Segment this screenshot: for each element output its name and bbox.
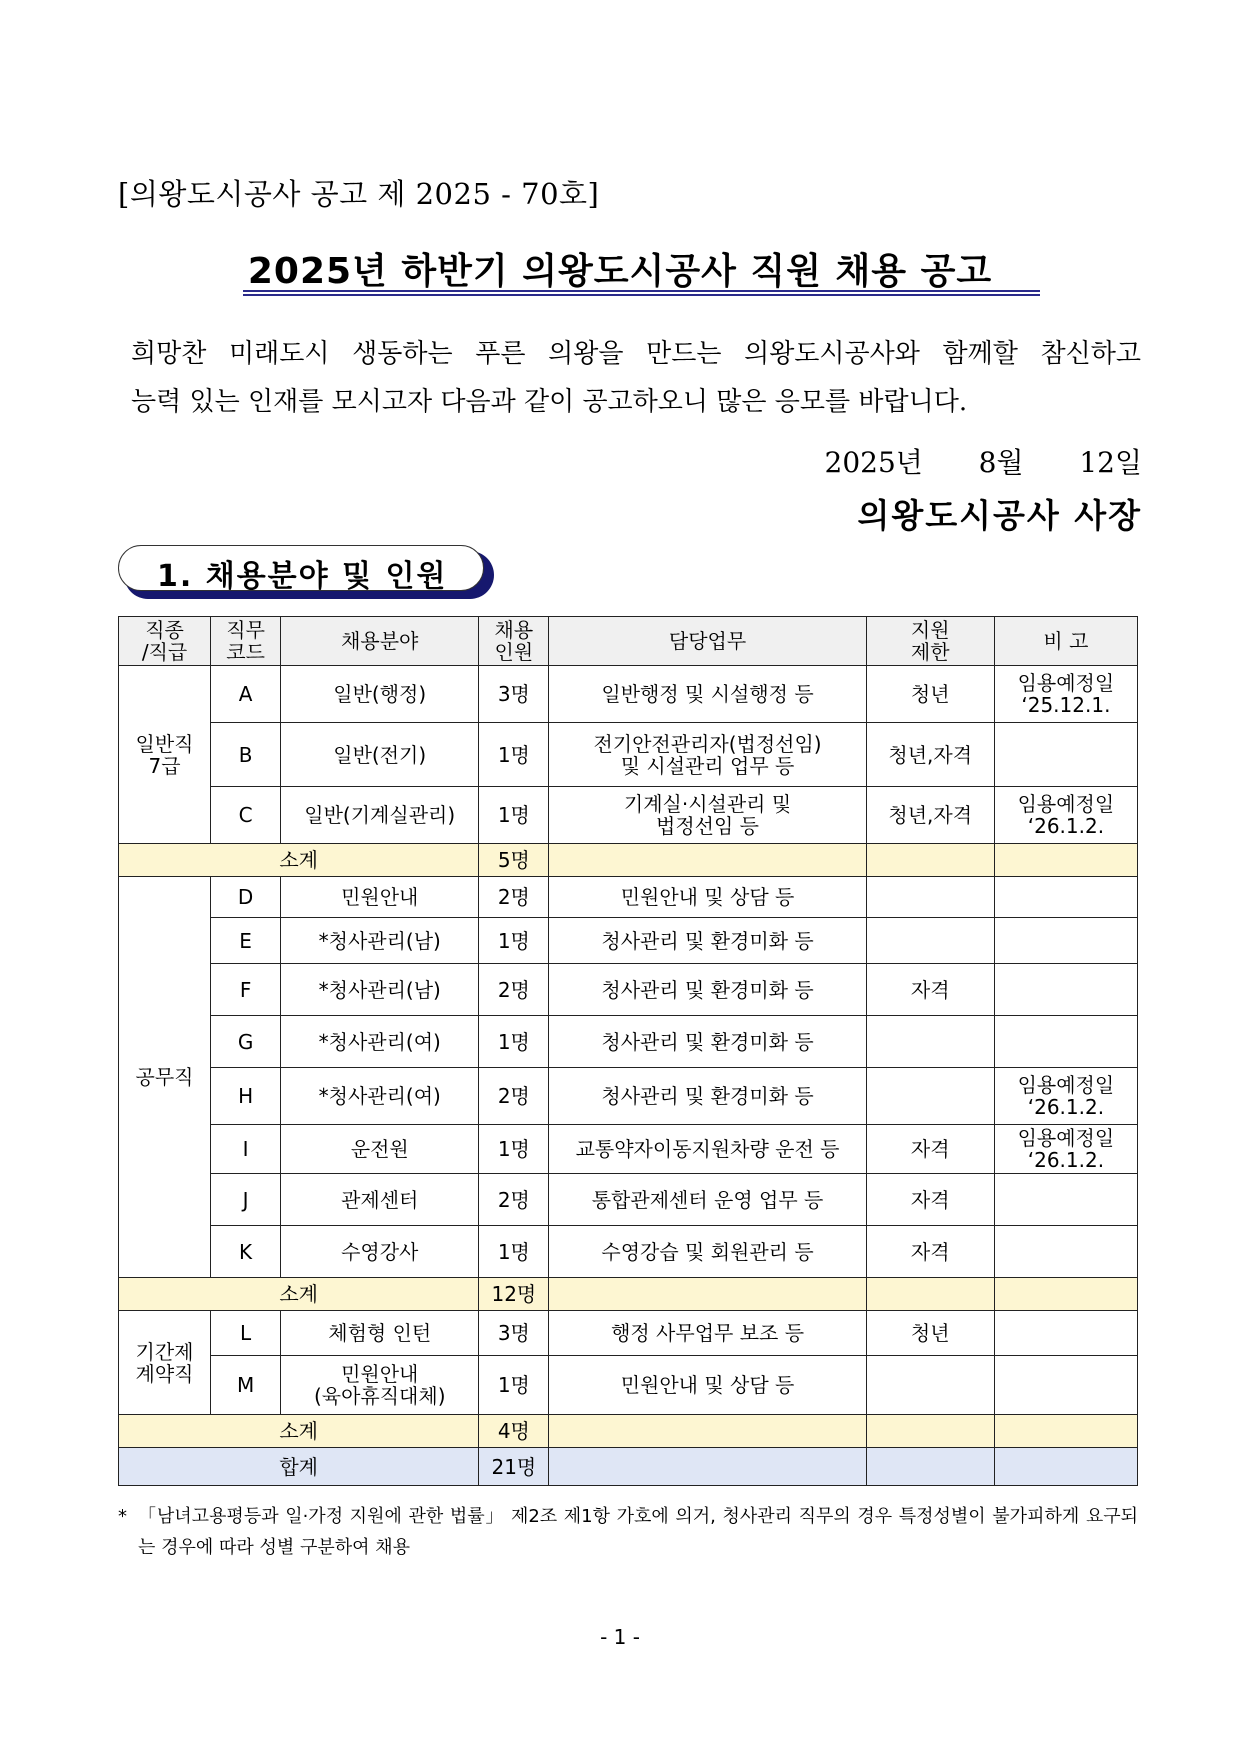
job-duty-line1: 일반행정 및 시설행정 등 [601, 682, 814, 706]
total-empty [994, 1448, 1137, 1486]
intro-line-1: 희망찬 미래도시 생동하는 푸른 의왕을 만드는 의왕도시공사와 함께할 참신하고 [131, 339, 1141, 369]
subtotal-label: 소계 [119, 1278, 479, 1311]
job-limit: 자격 [866, 1174, 994, 1226]
job-code: A [211, 666, 281, 723]
total-count: 21명 [479, 1448, 549, 1486]
job-limit [866, 1016, 994, 1068]
header-duty: 담당업무 [549, 617, 866, 666]
date-year: 2025년 [824, 446, 923, 479]
job-field-line2: (육아휴직대체) [313, 1384, 446, 1408]
job-code: D [211, 877, 281, 918]
notice-number: [의왕도시공사 공고 제 2025 - 70호] [118, 177, 600, 211]
subtotal-empty [866, 1278, 994, 1311]
job-field-line1: 관제센터 [341, 1187, 419, 1212]
section-heading-face [118, 545, 484, 594]
header-limit: 지원 제한 [866, 617, 994, 666]
total-label: 합계 [119, 1448, 479, 1486]
subtotal-empty [994, 1415, 1137, 1448]
header-note: 비 고 [994, 617, 1137, 666]
job-duty [549, 1311, 866, 1356]
group-type [119, 1311, 211, 1415]
subtotal-count: 5명 [479, 844, 549, 877]
job-field [281, 787, 479, 844]
job-note [994, 1226, 1137, 1278]
group-type [119, 666, 211, 844]
job-duty-line1: 청사관리 및 환경미화 등 [601, 1029, 814, 1054]
job-note [994, 1174, 1137, 1226]
job-duty [549, 964, 866, 1016]
job-note-line2: ‘26.1.2. [1027, 1095, 1105, 1119]
job-field [281, 918, 479, 964]
job-count: 1명 [479, 1125, 549, 1174]
subtotal-label: 소계 [119, 1415, 479, 1448]
job-field [281, 1226, 479, 1278]
job-field [281, 1311, 479, 1356]
job-code: I [211, 1125, 281, 1174]
subtotal-row [119, 844, 1138, 877]
document-title: 2025년 하반기 의왕도시공사 직원 채용 공고 [247, 251, 993, 292]
job-field [281, 964, 479, 1016]
job-duty [549, 787, 866, 844]
subtotal-count: 12명 [479, 1278, 549, 1311]
title-underline [243, 290, 1040, 292]
group-type-line1: 일반직 [135, 731, 194, 756]
total-empty [866, 1448, 994, 1486]
table-row [119, 1356, 1138, 1415]
job-code: C [211, 787, 281, 844]
job-note [994, 787, 1137, 844]
job-count: 2명 [479, 1174, 549, 1226]
job-count: 1명 [479, 1356, 549, 1415]
job-note [994, 1125, 1137, 1174]
job-code: J [211, 1174, 281, 1226]
job-duty-line1: 통합관제센터 운영 업무 등 [591, 1187, 824, 1212]
recruitment-table [118, 616, 1138, 1486]
subtotal-empty [866, 1415, 994, 1448]
job-note-line1: 임용예정일 [1017, 1073, 1115, 1097]
group-type [119, 877, 211, 1278]
job-count: 2명 [479, 877, 549, 918]
job-duty-line1: 행정 사무업무 보조 등 [611, 1321, 805, 1345]
job-note [994, 1016, 1137, 1068]
job-note [994, 1356, 1137, 1415]
job-field [281, 1356, 479, 1415]
job-note [994, 1068, 1137, 1125]
job-field [281, 1174, 479, 1226]
job-field [281, 723, 479, 787]
total-row [119, 1448, 1138, 1486]
group-type-line1: 기간제 [135, 1339, 194, 1364]
job-duty-line1: 기계실·시설관리 및 [623, 792, 792, 816]
group-type-line2: 7급 [148, 753, 181, 778]
job-limit: 청년,자격 [866, 723, 994, 787]
job-duty [549, 877, 866, 918]
job-note-line2: ‘26.1.2. [1027, 1148, 1105, 1172]
subtotal-empty [994, 844, 1137, 877]
job-duty [549, 1174, 866, 1226]
table-row [119, 1016, 1138, 1068]
subtotal-empty [549, 844, 866, 877]
job-duty [549, 1356, 866, 1415]
job-count: 1명 [479, 1016, 549, 1068]
title-underline-secondary [243, 294, 1040, 296]
date-month: 8월 [978, 446, 1024, 479]
job-field-line1: 일반(기계실관리) [304, 803, 456, 827]
job-note-line1: 임용예정일 [1017, 671, 1115, 695]
job-code: H [211, 1068, 281, 1125]
job-note-line2: ‘25.12.1. [1021, 693, 1111, 717]
job-field [281, 1016, 479, 1068]
subtotal-empty [866, 844, 994, 877]
job-limit: 자격 [866, 964, 994, 1016]
job-duty-line1: 수영강습 및 회원관리 등 [601, 1239, 814, 1264]
job-note-line1: 임용예정일 [1017, 1126, 1115, 1150]
job-field-line1: 일반(행정) [333, 682, 427, 706]
job-field-line1: *청사관리(남) [318, 977, 441, 1002]
table-row [119, 787, 1138, 844]
job-duty-line2: 법정선임 등 [656, 814, 760, 838]
job-field-line1: 운전원 [350, 1137, 409, 1161]
table-row [119, 723, 1138, 787]
job-count: 1명 [479, 918, 549, 964]
job-duty [549, 666, 866, 723]
header-code: 직무 코드 [211, 617, 281, 666]
job-duty [549, 1226, 866, 1278]
table-row [119, 1068, 1138, 1125]
job-count: 2명 [479, 964, 549, 1016]
subtotal-label: 소계 [119, 844, 479, 877]
group-type-line1: 공무직 [135, 1065, 194, 1089]
job-limit: 청년 [866, 1311, 994, 1356]
job-field-line1: 민원안내 [341, 1362, 419, 1386]
table-row [119, 1311, 1138, 1356]
job-note-line2: ‘26.1.2. [1027, 814, 1105, 838]
job-field-line1: *청사관리(여) [318, 1029, 441, 1054]
footnote-mark: * [118, 1506, 127, 1527]
date-day: 12일 [1079, 446, 1142, 479]
job-limit [866, 877, 994, 918]
job-code: G [211, 1016, 281, 1068]
page-number: - 1 - [600, 1625, 640, 1649]
header-type: 직종 /직급 [119, 617, 211, 666]
subtotal-row [119, 1415, 1138, 1448]
table-row [119, 1174, 1138, 1226]
job-field [281, 877, 479, 918]
job-code: B [211, 723, 281, 787]
job-count: 1명 [479, 1226, 549, 1278]
footnote-text: 「남녀고용평등과 일·가정 지원에 관한 법률」 제2조 제1항 가호에 의거, 청사관리 직무의 경우 특정성별이 불가피하게 요구되는 경우에 따라 성별 구분하여 채용 [138, 1506, 1138, 1558]
subtotal-empty [549, 1278, 866, 1311]
job-duty [549, 723, 866, 787]
table-header-row [119, 617, 1138, 666]
job-field-line1: 체험형 인턴 [328, 1321, 432, 1345]
announcement-date [825, 441, 1143, 481]
job-limit [866, 918, 994, 964]
job-code: F [211, 964, 281, 1016]
table-row [119, 918, 1138, 964]
job-duty [549, 1068, 866, 1125]
table-body [119, 666, 1138, 1486]
job-field [281, 1068, 479, 1125]
job-duty-line1: 청사관리 및 환경미화 등 [601, 977, 814, 1002]
job-duty-line1: 전기안전관리자(법정선임) [593, 731, 822, 756]
job-count: 2명 [479, 1068, 549, 1125]
table-row [119, 666, 1138, 723]
header-field: 채용분야 [281, 617, 479, 666]
job-duty [549, 1125, 866, 1174]
job-duty [549, 1016, 866, 1068]
job-note [994, 964, 1137, 1016]
job-note [994, 723, 1137, 787]
table-row [119, 1125, 1138, 1174]
job-count: 3명 [479, 1311, 549, 1356]
job-duty-line1: 청사관리 및 환경미화 등 [601, 1084, 814, 1108]
job-note [994, 666, 1137, 723]
header-count: 채용 인원 [479, 617, 549, 666]
subtotal-empty [994, 1278, 1137, 1311]
job-field [281, 666, 479, 723]
job-limit: 청년,자격 [866, 787, 994, 844]
table-row [119, 877, 1138, 918]
total-empty [549, 1448, 866, 1486]
job-count: 3명 [479, 666, 549, 723]
job-duty [549, 918, 866, 964]
job-note [994, 918, 1137, 964]
job-count: 1명 [479, 787, 549, 844]
section-heading: 1. 채용분야 및 인원 [157, 559, 448, 594]
job-field-line1: 수영강사 [341, 1239, 419, 1264]
subtotal-empty [549, 1415, 866, 1448]
job-count: 1명 [479, 723, 549, 787]
job-field [281, 1125, 479, 1174]
job-note-line1: 임용예정일 [1017, 792, 1115, 816]
job-field-line1: 일반(전기) [333, 742, 427, 767]
job-code: K [211, 1226, 281, 1278]
job-note [994, 1311, 1137, 1356]
job-note [994, 877, 1137, 918]
job-field-line1: *청사관리(남) [318, 928, 441, 953]
job-duty-line2: 및 시설관리 업무 등 [620, 753, 795, 778]
job-duty-line1: 민원안내 및 상담 등 [620, 1373, 795, 1397]
job-code: L [211, 1311, 281, 1356]
job-code: E [211, 918, 281, 964]
subtotal-row [119, 1278, 1138, 1311]
subtotal-count: 4명 [479, 1415, 549, 1448]
table-row [119, 964, 1138, 1016]
job-limit: 자격 [866, 1125, 994, 1174]
job-limit: 청년 [866, 666, 994, 723]
job-duty-line1: 교통약자이동지원차량 운전 등 [575, 1137, 840, 1161]
section-heading-box [118, 545, 492, 597]
job-duty-line1: 민원안내 및 상담 등 [620, 885, 795, 909]
job-field-line1: 민원안내 [341, 885, 419, 909]
job-limit [866, 1068, 994, 1125]
signature: 의왕도시공사 사장 [857, 496, 1142, 535]
title-container [0, 243, 1240, 294]
job-field-line1: *청사관리(여) [318, 1084, 441, 1108]
job-code: M [211, 1356, 281, 1415]
table-row [119, 1226, 1138, 1278]
job-limit: 자격 [866, 1226, 994, 1278]
job-duty-line1: 청사관리 및 환경미화 등 [601, 928, 814, 953]
group-type-line2: 계약직 [135, 1361, 194, 1386]
intro-line-2: 능력 있는 인재를 모시고자 다음과 같이 공고하오니 많은 응모를 바랍니다. [131, 387, 968, 417]
job-limit [866, 1356, 994, 1415]
